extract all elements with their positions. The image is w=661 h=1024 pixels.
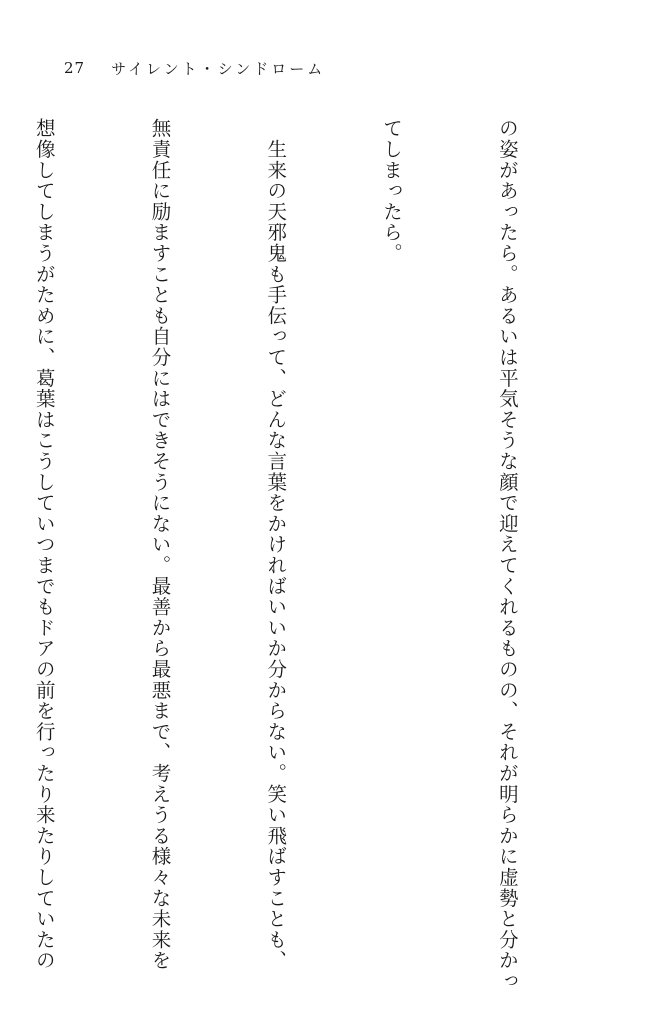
page-header <box>64 56 325 80</box>
text-line: 無責任に励ますことも自分にはできそうにない。最善から最悪まで、考えうる様々な未来を <box>148 118 172 971</box>
text-line: てしまったら。 <box>380 118 404 264</box>
text-line: の姿があったら。あるいは平気そうな顔で迎えてくれるものの、それが明らかに虚勢と分かっ <box>495 118 519 992</box>
text-line: 生来の天邪鬼も手伝って、どんな言葉をかければいいか分からない。笑い飛ばすことも、 <box>264 118 288 971</box>
vertical-body-text <box>0 118 603 992</box>
text-line: 想像してしまうがために、葛葉はこうしていつまでもドアの前を行ったり来たりしていたの <box>32 118 56 971</box>
page-number: 27 <box>64 59 86 77</box>
running-title: サイレント・シンドローム <box>111 59 326 78</box>
